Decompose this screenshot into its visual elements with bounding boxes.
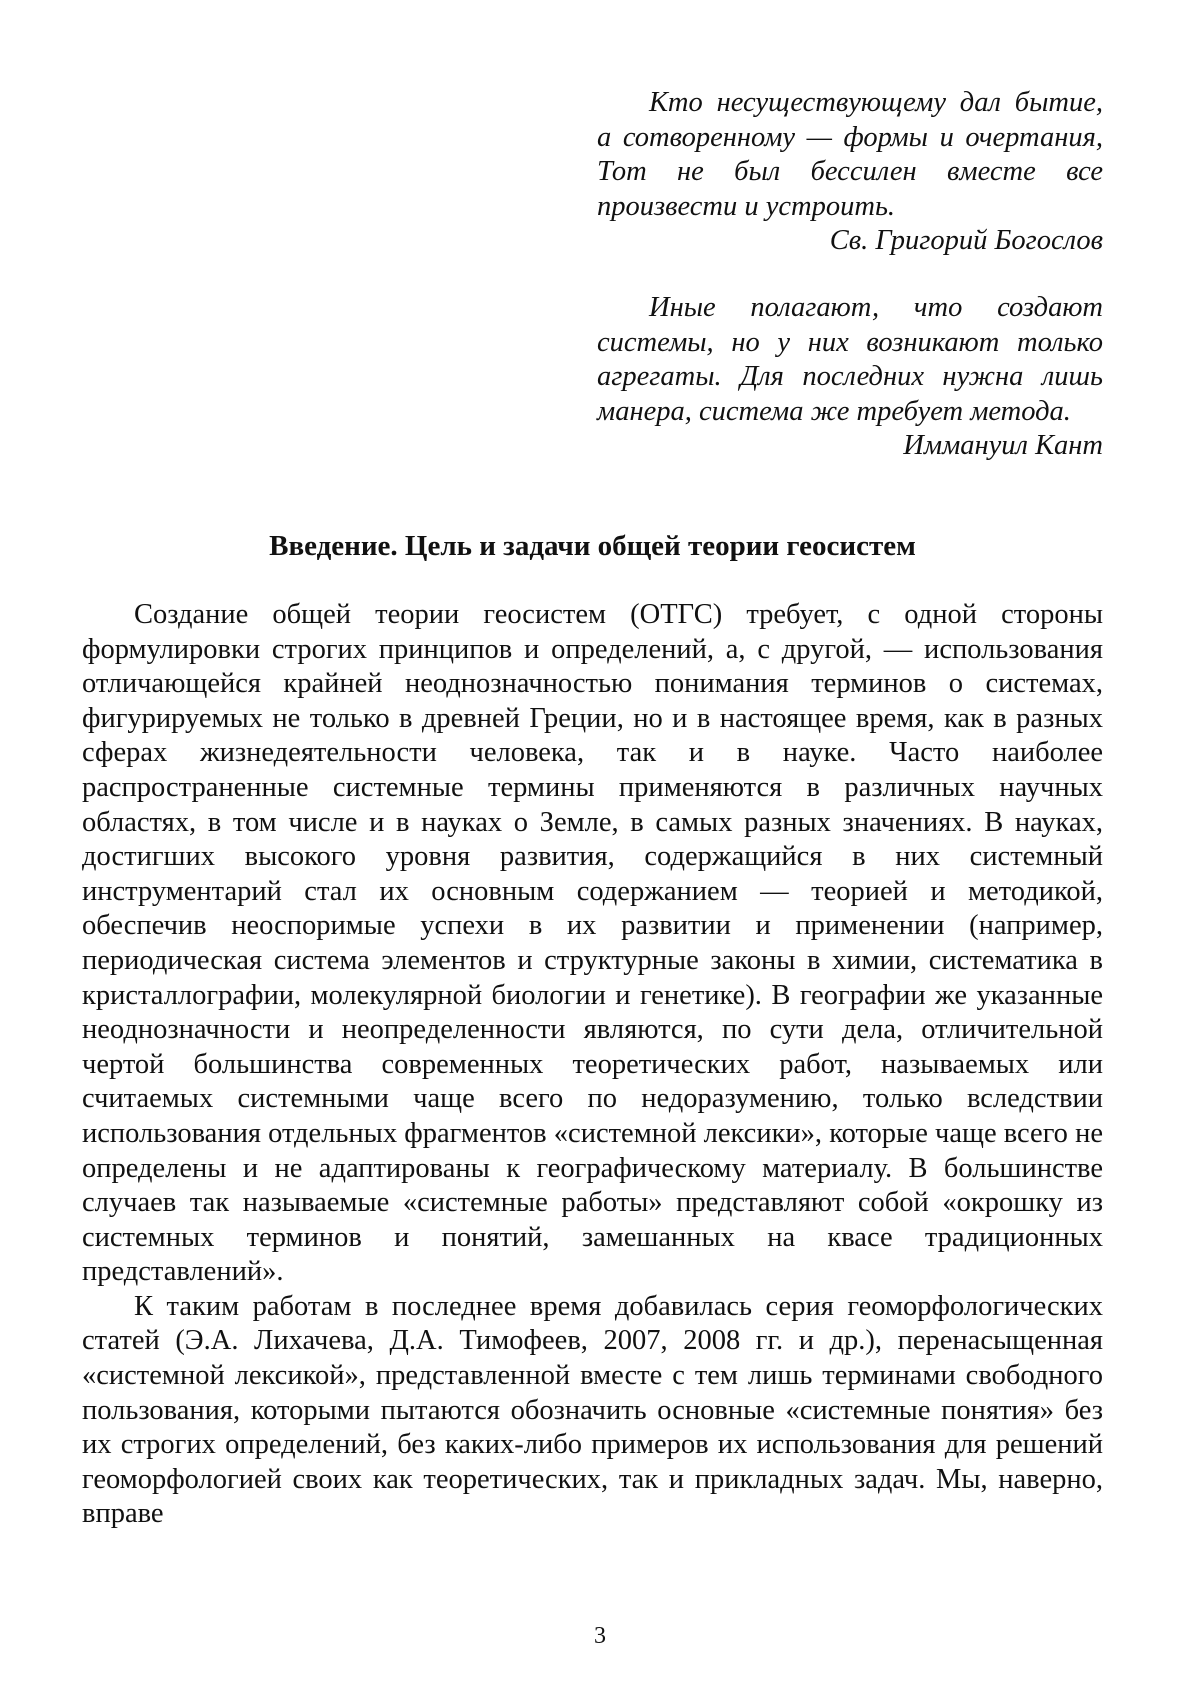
page-number: 3	[594, 1623, 606, 1649]
epigraph-author: Св. Григорий Богослов	[829, 225, 1103, 256]
epigraph	[597, 86, 1103, 259]
paragraph: Создание общей теории геосистем (ОТГС) требует, с одной стороны формулировки строгих принципов и определений, а, с другой, — использования отличающейся крайней неоднозначностью понимания терминов о системах, фигурируемых не только в древней Греции, но и в настоящее время, как в разных сферах жизнедеятельности человека, так и в науке. Часто наиболее распространенные системные термины применяются в различных научных областях, в том числе и в науках о Земле, в самых разных значениях. В науках, достигших высокого уровня развития, содержащийся в них системный инструментарий стал их основным содержанием — теорией и методикой, обеспечив неоспоримые успехи в их развитии и применении (например, периодическая система элементов и структурные законы в химии, систематика в кристаллографии, молекулярной биологии и генетике). В географии же указанные неоднозначности и неопределенности являются, по сути дела, отличительной чертой большинства современных теоретических работ, называемых или считаемых системными чаще всего по недоразумению, только вследствии использования отдельных фрагментов «системной лексики», которые чаще всего не определены и не адаптированы к географическому материалу. В большинстве случаев так называемые «системные работы» представляют собой «окрошку из системных терминов и понятий, замешанных на квасе традиционных представлений».	[82, 599, 1103, 1288]
body-text	[82, 598, 1103, 1532]
epigraph-quote: Кто несуществующему дал бытие, а сотворенному — формы и очертания, Тот не был бессилен вместе все произвести и устроить.	[597, 87, 1103, 222]
epigraph	[597, 291, 1103, 464]
paragraph: К таким работам в последнее время добавилась серия геоморфологических статей (Э.А. Лихачева, Д.А. Тимофеев, 2007, 2008 гг. и др.), перенасыщенная «системной лексикой», представленной вместе с тем лишь терминами свободного пользования, которыми пытаются обозначить основные «системные понятия» без их строгих определений, без каких-либо примеров их использования для решений геоморфологией своих как теоретических, так и прикладных задач. Мы, наверно, вправе	[82, 1290, 1103, 1530]
epigraph-quote: Иные полагают, что создают системы, но у них возникают только агрегаты. Для последних нужна лишь манера, система же требует метода.	[597, 292, 1103, 427]
section-heading: Введение. Цель и задачи общей теории геосистем	[269, 530, 916, 562]
epigraph-author: Иммануил Кант	[903, 430, 1103, 461]
